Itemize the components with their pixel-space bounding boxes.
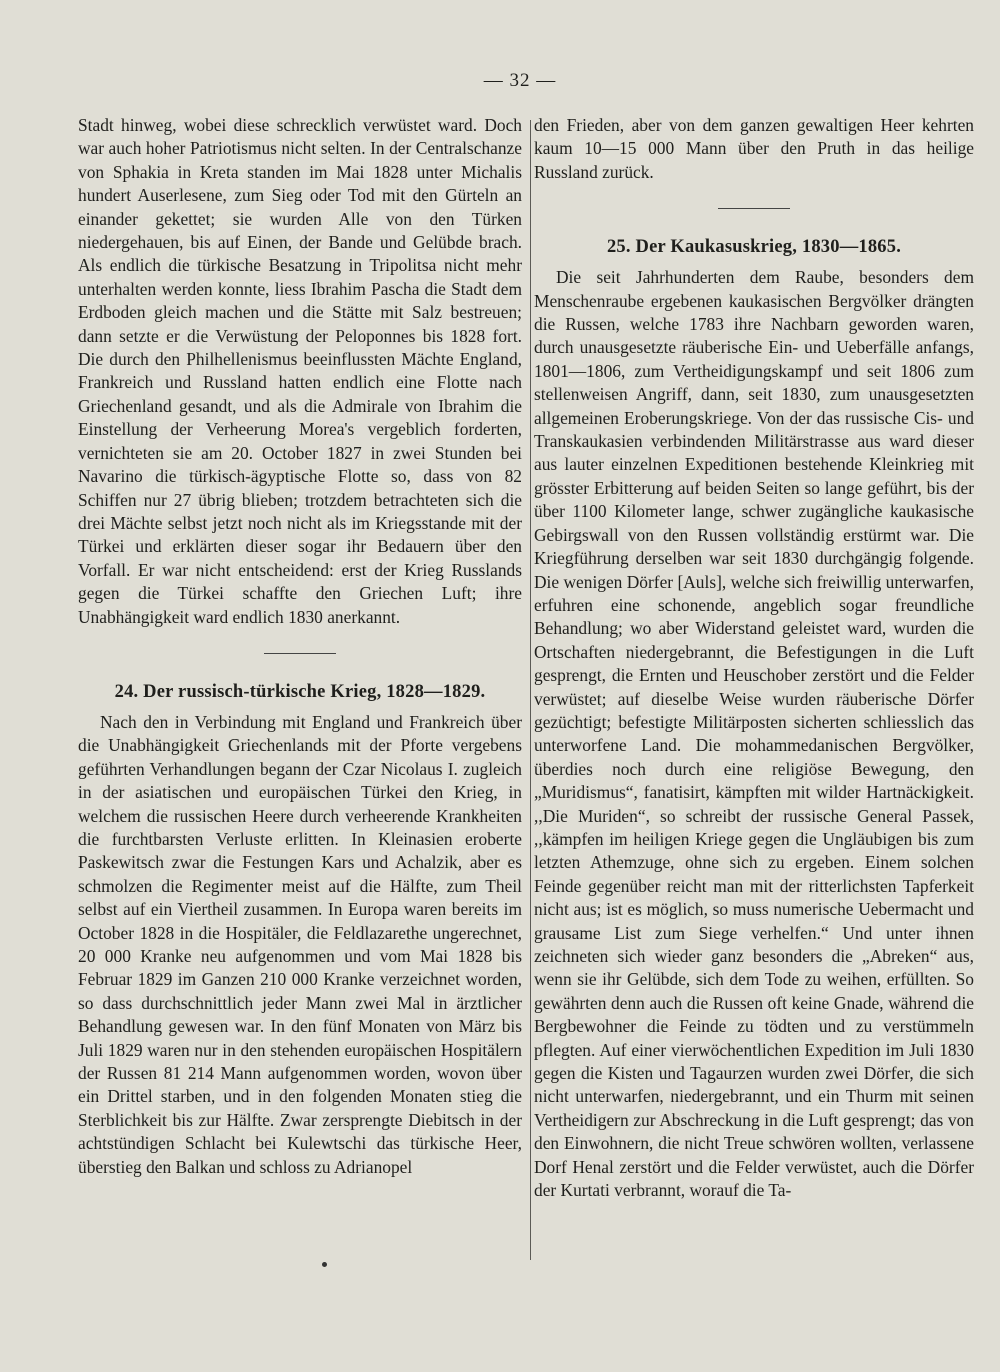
section-separator xyxy=(264,653,336,654)
left-column xyxy=(78,114,522,1179)
section-25-heading: 25. Der Kaukasuskrieg, 1830—1865. xyxy=(606,237,902,258)
column-divider xyxy=(530,120,531,1260)
section-separator xyxy=(718,208,790,209)
page-number: — 32 — xyxy=(483,70,557,91)
section-24-paragraph: Nach den in Verbindung mit England und Frankreich über die Unabhängigkeit Griechenlands mit der Pforte vergebens geführten Verhandlungen begann der Czar Nicolaus I. zugleich in der asiatischen und europäischen Türkei den Krieg, in welchem die russischen Heere durch verheerende Krankheiten die furchtbarsten Verluste erlitten. In Kleinasien eroberte Paskewitsch zwar die Festungen Kars und Achalzik, aber es schmolzen die Regimenter meist auf die Hälfte, zum Theil selbst auf ein Viertheil zusammen. In Europa waren bereits im October 1828 in die Hospitäler, die Feldlazarethe ungerechnet, 20 000 Kranke neu aufgenommen und vom Mai 1828 bis Februar 1829 im Ganzen 210 000 Kranke verzeichnet worden, so dass durchschnittlich jeder Mann zwei Mal in ärztlicher Behandlung gewesen war. In den fünf Monaten von März bis Juli 1829 waren nur in den stehenden europäischen Hospitälern der Russen 81 214 Mann aufgenommen worden, wovon über ein Drittel starben, und in den folgenden Monaten stieg die Sterblichkeit bis zur Hälfte. Zwar zersprengte Diebitsch in der achtstündigen Schlacht bei Kulewtschi das türkische Heer, überstieg den Balkan und schloss zu Adrianopel xyxy=(78,711,522,1177)
left-intro-paragraph: Stadt hinweg, wobei diese schrecklich verwüstet ward. Doch war auch hoher Patriotismus nicht selten. In der Centralschanze von Sphakia in Kreta standen im Mai 1828 unter Michalis hundert Auserlesene, zum Sieg oder Tod mit den Gürteln an einander gekettet; sie wurden Alle von den Türken niedergehauen, bis auf Einen, der Bande und Gelübde brach. Als endlich die türkische Besatzung in Tripolitsa nicht mehr unterhalten werden konnte, liess Ibrahim Pascha die Stadt dem Erdboden gleich machen und die Stätte mit Salz bestreuen; dann setzte er die Verwüstung der Peloponnes bis 1828 fort. Die durch den Philhellenismus beeinflussten Mächte England, Frankreich und Russland hatten endlich eine Flotte nach Griechenland gesandt, und als die Admirale von Ibrahim die Einstellung der Verheerung Morea's vergeblich forderten, vernichteten sie am 20. October 1827 in zwei Stunden bei Navarino die türkisch-ägyptische Flotte so, dass von 82 Schiffen nur 27 übrig blieben; trotzdem betrachteten sich die drei Mächte selbst jetzt noch nicht als im Kriegsstande mit der Türkei und erklärten dieser sogar ihr Bedauern über den Vorfall. Er war nicht entscheidend: erst der Krieg Russlands gegen die Türkei schaffte den Griechen Luft; ihre Unabhängigkeit ward endlich 1830 anerkannt. xyxy=(78,115,522,627)
section-25-paragraph: Die seit Jahrhunderten dem Raube, besonders dem Menschenraube ergebenen kaukasischen Bergvölker drängten die Russen, welche 1783 ihre Nachbarn geworden waren, durch unausgesetzte räuberische Ein- und Ueberfälle anfangs, 1801—1806, zum Vertheidigungskampf und seit 1806 zum stellenweisen Angriff, dann, seit 1830, zum unausgesetzten allgemeinen Eroberungskriege. Von der das russische Cis- und Transkaukasien verbindenden Militärstrasse aus ward dieser aus lauter einzelnen Expeditionen bestehende Kleinkrieg mit grösster Erbitterung auf beiden Seiten so lange geführt, bis der über 1100 Kilometer lange, schwer zugängliche kaukasische Gebirgswall von den Russen vollständig erstürmt war. Die Kriegführung derselben war seit 1830 durchgängig folgende. Die wenigen Dörfer [Auls], welche sich freiwillig unterwarfen, erfuhren eine schonende, angeblich sogar freundliche Behandlung; wo aber Widerstand geleistet ward, wurden die Ortschaften niedergebrannt, die Befestigungen in die Luft gesprengt, die Ernten und Heuschober zerstört und die Felder verwüstet; auf dieselbe Weise wurden räuberische Dörfer gezüchtigt; befestigte Militärposten sicherten schliesslich das unterworfene Land. Die mohammedanischen Bergvölker, überdies noch durch eine religiöse Bewegung, den „Muridismus“, fanatisirt, kämpften mit wilder Hartnäckigkeit. ,,Die Muriden“, so schreibt der russische General Passek, ,,kämpfen im heiligen Kriege gegen die Ungläubigen bis zum letzten Athemzuge, ohne sich zu ergeben. Einem solchen Feinde gegenüber reicht man mit der ritterlichsten Tapferkeit nicht aus; ist es möglich, so muss numerische Uebermacht und grausame List zum Siege verhelfen.“ Und unter ihnen zeichneten sich wieder ganz besonders die „Abreken“ aus, wenn sie ihr Gelübde, sich dem Tode zu weihen, erfüllten. So gewährten denn auch die Russen oft keine Gnade, während die Bergbewohner die Feinde zu tödten und zu verstümmeln pflegten. Auf einer vierwöchentlichen Expedition im Juli 1830 gegen die Kisten und Tagaurzen wurden zwei Dörfer, die sich nicht unterwarfen, niedergebrannt, und ein Thurm mit seinen Vertheidigern zur Abschreckung in die Luft gesprengt; das von den Einwohnern, die nicht Treue schwören wollten, verlassene Dorf Henal zerstört und die Felder verwüstet, auch die Dörfer der Kurtati verbrannt, worauf die Ta- xyxy=(534,267,974,1201)
right-intro-paragraph: den Frieden, aber von dem ganzen gewaltigen Heer kehrten kaum 10—15 000 Mann über den Pruth in das heilige Russland zurück. xyxy=(534,115,974,182)
section-24-heading: 24. Der russisch-türkische Krieg, 1828—1829. xyxy=(114,681,486,702)
right-column xyxy=(534,114,974,1202)
print-mark-dot xyxy=(322,1262,327,1267)
